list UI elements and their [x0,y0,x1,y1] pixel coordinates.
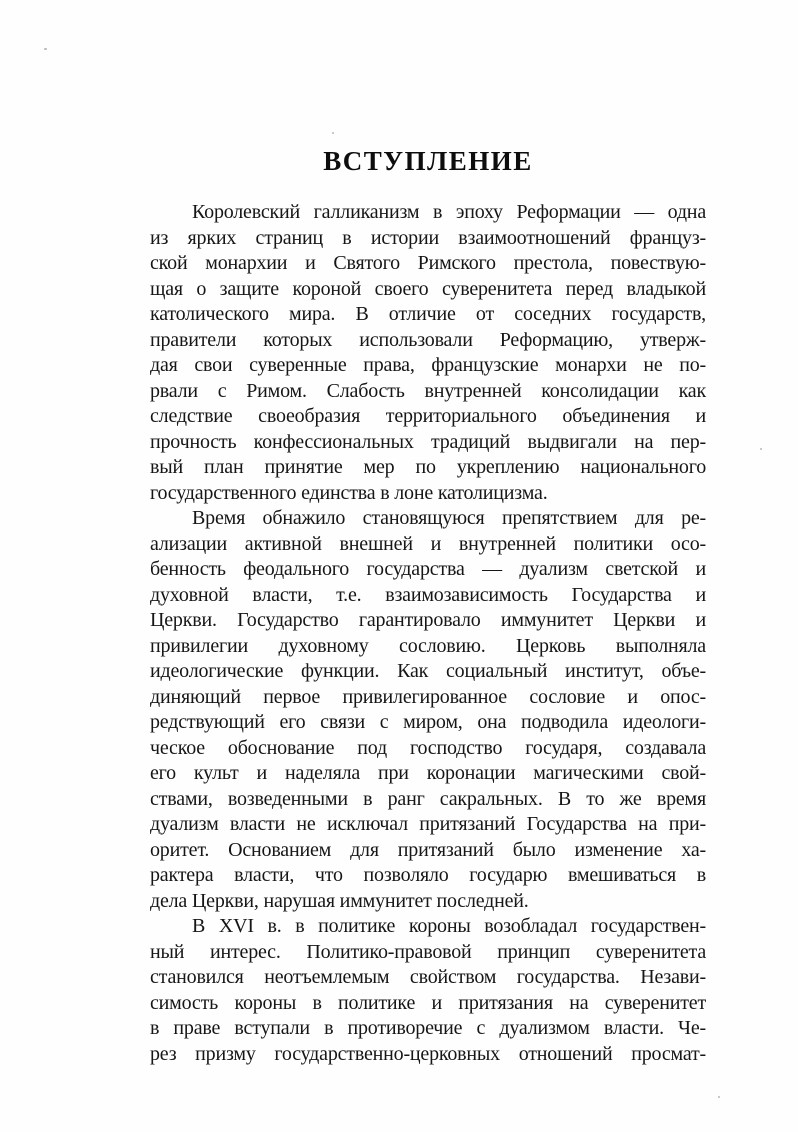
text-line: ской монархии и Святого Римского престола, повествую- [150,252,706,274]
text-line: из ярких страниц в истории взаимоотношений француз- [150,226,706,249]
paragraph-1 [150,200,706,506]
text-line: Церкви. Государство гарантировало иммунитет Церкви и [150,609,706,631]
text-line: привилегии духовному сословию. Церковь выполняла [150,634,706,657]
paragraph-3 [150,914,706,1067]
text-line: В XVI в. в политике короны возобладал государствен- [192,915,706,937]
text-line: Время обнажило становящуюся препятствием для ре- [192,507,706,529]
chapter-title: ВСТУПЛЕНИЕ [323,146,533,176]
text-line: рез призму государственно-церковных отношений просмат- [150,1042,706,1065]
text-line: диняющий первое привилегированное сословие и опос- [150,685,706,708]
text-line: рвали с Римом. Слабость внутренней консолидации как [150,379,706,402]
text-line: его культ и наделяла при коронации магическими свой- [150,762,706,784]
text-line: ный интерес. Политико-правовой принцип суверенитета [150,940,706,963]
text-line: рактера власти, что позволяло государю вмешиваться в [150,864,706,886]
text-line: государственного единства в лоне католицизма. [150,481,548,504]
scan-speck [332,132,334,134]
text-line: дела Церкви, нарушая иммунитет последней. [150,889,529,912]
scan-speck [760,448,762,450]
text-line: дуализм власти не исключал притязаний Государства на при- [150,813,706,835]
text-line: следствие своеобразия территориального объединения и [150,405,706,427]
text-line: Королевский галликанизм в эпоху Реформации — одна [192,201,706,223]
text-line: становился неотъемлемым свойством государства. Незави- [150,966,706,988]
text-line: католического мира. В отличие от соседних государств, [150,303,706,325]
scan-speck [44,48,47,50]
text-line: щая о защите короной своего суверенитета перед владыкой [150,277,706,300]
text-line: симость короны в политике и притязания на суверенитет [150,991,706,1014]
text-line: оритет. Основанием для притязаний было изменение ха- [150,838,706,861]
text-line: правители которых использовали Реформацию, утверж- [150,328,706,351]
text-line: бенность феодального государства — дуализм светской и [150,558,706,580]
scan-speck [718,1096,720,1098]
text-line: прочность конфессиональных традиций выдвигали на пер- [150,430,706,453]
text-line: ствами, возведенными в ранг сакральных. В то же время [150,787,706,810]
page-body [150,200,706,1067]
text-line: ализации активной внешней и внутренней политики осо- [150,532,706,555]
paragraph-2 [150,506,706,914]
text-line: вый план принятие мер по укреплению национального [150,456,706,478]
text-line: ческое обоснование под господство государя, создавала [150,736,706,759]
text-line: редствующий его связи с миром, она подводила идеологи- [150,711,706,733]
text-block [150,146,706,1067]
text-line: духовной власти, т.е. взаимозависимость Государства и [150,583,706,606]
text-line: дая свои суверенные права, французские монархи не по- [150,354,706,376]
text-line: в праве вступали в противоречие с дуализмом власти. Че- [150,1017,706,1039]
text-line: идеологические функции. Как социальный институт, объе- [150,660,706,682]
